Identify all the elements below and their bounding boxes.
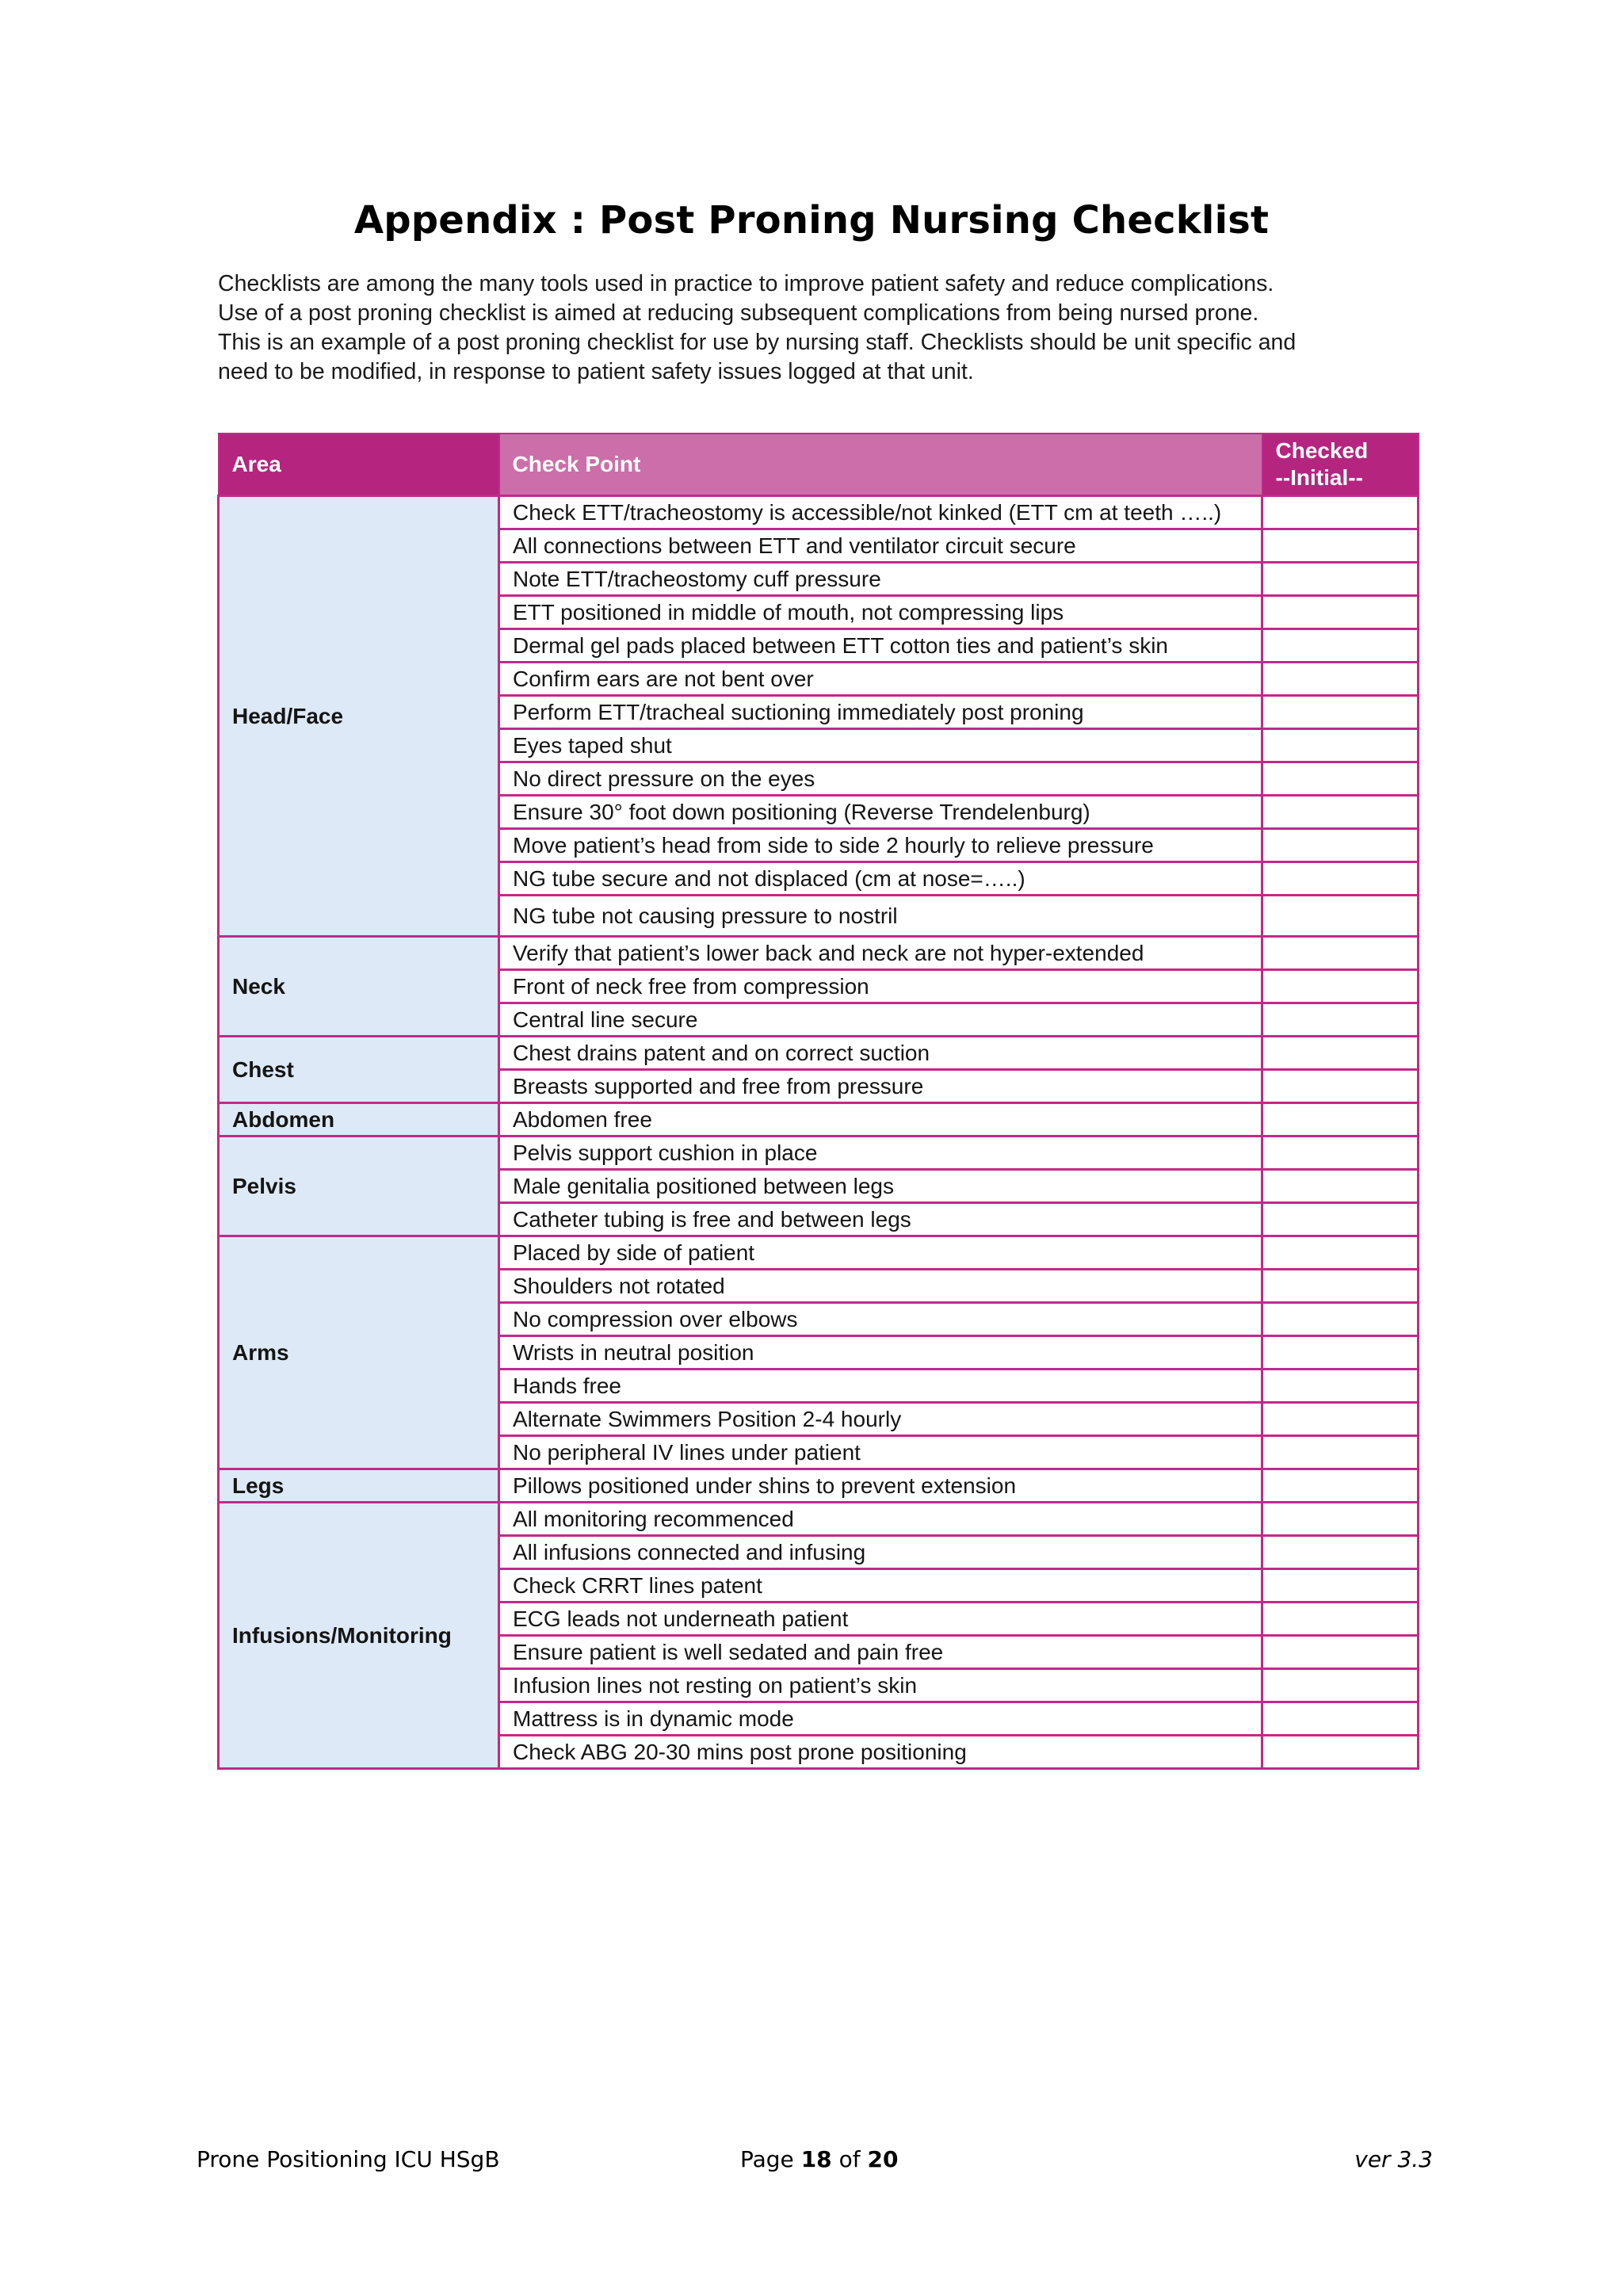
checked-initial-cell[interactable]: [1262, 1103, 1419, 1137]
checked-initial-cell[interactable]: [1262, 696, 1419, 729]
check-point-cell: Shoulders not rotated: [499, 1270, 1262, 1303]
check-point-cell: Verify that patient’s lower back and neck are not hyper-extended: [499, 937, 1262, 970]
area-cell: Arms: [219, 1236, 499, 1469]
footer-page-number: [740, 2146, 898, 2172]
checked-initial-cell[interactable]: [1262, 1603, 1419, 1636]
area-cell: Infusions/Monitoring: [219, 1503, 499, 1769]
check-point-cell: All infusions connected and infusing: [499, 1536, 1262, 1569]
checklist-row: [219, 496, 1419, 529]
check-point-cell: Check ETT/tracheostomy is accessible/not kinked (ETT cm at teeth …..): [499, 496, 1262, 529]
area-cell: Pelvis: [219, 1137, 499, 1236]
checked-initial-cell[interactable]: [1262, 1403, 1419, 1436]
check-point-cell: Alternate Swimmers Position 2-4 hourly: [499, 1403, 1262, 1436]
check-point-cell: Check ABG 20-30 mins post prone positioning: [499, 1736, 1262, 1769]
check-point-cell: All connections between ETT and ventilator circuit secure: [499, 529, 1262, 563]
checklist-table: [217, 433, 1419, 1770]
footer-of-label: of: [838, 2146, 861, 2172]
check-point-cell: Pelvis support cushion in place: [499, 1137, 1262, 1170]
check-point-cell: Pillows positioned under shins to prevent extension: [499, 1469, 1262, 1503]
check-point-cell: Hands free: [499, 1370, 1262, 1403]
checked-initial-cell[interactable]: [1262, 1003, 1419, 1037]
intro-paragraph: [218, 269, 1430, 387]
check-point-cell: Check CRRT lines patent: [499, 1569, 1262, 1603]
footer-page-label: Page: [740, 2146, 794, 2172]
checked-initial-cell[interactable]: [1262, 1370, 1419, 1403]
check-point-cell: Male genitalia positioned between legs: [499, 1170, 1262, 1203]
checked-initial-cell[interactable]: [1262, 937, 1419, 970]
intro-line: This is an example of a post proning checklist for use by nursing staff. Checklists should be unit specific and: [218, 330, 1296, 355]
checked-initial-cell[interactable]: [1262, 563, 1419, 596]
checked-initial-cell[interactable]: [1262, 529, 1419, 563]
check-point-cell: No compression over elbows: [499, 1303, 1262, 1336]
checked-initial-cell[interactable]: [1262, 1336, 1419, 1370]
checked-initial-cell[interactable]: [1262, 970, 1419, 1003]
checked-initial-cell[interactable]: [1262, 729, 1419, 762]
check-point-cell: Central line secure: [499, 1003, 1262, 1037]
checked-initial-cell[interactable]: [1262, 663, 1419, 696]
checked-initial-cell[interactable]: [1262, 862, 1419, 896]
check-point-cell: Abdomen free: [499, 1103, 1262, 1137]
check-point-cell: No direct pressure on the eyes: [499, 762, 1262, 796]
checklist-row: [219, 1236, 1419, 1270]
checked-initial-cell[interactable]: [1262, 1503, 1419, 1536]
footer-document-name: Prone Positioning ICU HSgB: [197, 2146, 500, 2172]
check-point-cell: Move patient’s head from side to side 2 hourly to relieve pressure: [499, 829, 1262, 862]
check-point-cell: Ensure 30° foot down positioning (Reverse Trendelenburg): [499, 796, 1262, 829]
checklist-row: [219, 1469, 1419, 1503]
checked-initial-cell[interactable]: [1262, 1203, 1419, 1236]
check-point-cell: ETT positioned in middle of mouth, not compressing lips: [499, 596, 1262, 629]
table-header-row: [219, 434, 1419, 496]
area-cell: Legs: [219, 1469, 499, 1503]
check-point-cell: No peripheral IV lines under patient: [499, 1436, 1262, 1469]
checklist-row: [219, 1137, 1419, 1170]
checked-initial-cell[interactable]: [1262, 496, 1419, 529]
intro-line: Checklists are among the many tools used in practice to improve patient safety and reduce complications.: [218, 271, 1274, 296]
check-point-cell: Eyes taped shut: [499, 729, 1262, 762]
checklist-body: [219, 496, 1419, 1769]
checked-initial-cell[interactable]: [1262, 1669, 1419, 1702]
page-title: Appendix : Post Proning Nursing Checklist: [353, 198, 1270, 243]
checked-initial-cell[interactable]: [1262, 1736, 1419, 1769]
checked-initial-cell[interactable]: [1262, 1137, 1419, 1170]
check-point-cell: Catheter tubing is free and between legs: [499, 1203, 1262, 1236]
area-cell: Neck: [219, 937, 499, 1037]
checked-initial-cell[interactable]: [1262, 1469, 1419, 1503]
checked-initial-cell[interactable]: [1262, 1636, 1419, 1669]
check-point-cell: NG tube not causing pressure to nostril: [499, 896, 1262, 937]
check-point-cell: Ensure patient is well sedated and pain free: [499, 1636, 1262, 1669]
footer-current-page: 18: [800, 2146, 832, 2172]
checked-initial-cell[interactable]: [1262, 1702, 1419, 1736]
check-point-cell: Wrists in neutral position: [499, 1336, 1262, 1370]
check-point-cell: Chest drains patent and on correct suction: [499, 1037, 1262, 1070]
page-footer: [197, 2146, 1433, 2178]
checked-initial-cell[interactable]: [1262, 1037, 1419, 1070]
check-point-cell: Dermal gel pads placed between ETT cotton ties and patient’s skin: [499, 629, 1262, 663]
checked-initial-cell[interactable]: [1262, 1236, 1419, 1270]
area-cell: Chest: [219, 1037, 499, 1103]
checklist-row: [219, 1037, 1419, 1070]
header-check-point: Check Point: [499, 434, 1262, 496]
footer-version: ver 3.3: [1354, 2146, 1433, 2172]
checked-initial-cell[interactable]: [1262, 829, 1419, 862]
checked-initial-cell[interactable]: [1262, 1436, 1419, 1469]
checked-initial-cell[interactable]: [1262, 1536, 1419, 1569]
intro-line: need to be modified, in response to patient safety issues logged at that unit.: [218, 359, 974, 384]
check-point-cell: NG tube secure and not displaced (cm at nose=…..): [499, 862, 1262, 896]
checklist-row: [219, 1103, 1419, 1137]
header-initial-label: --Initial--: [1275, 465, 1363, 490]
checked-initial-cell[interactable]: [1262, 629, 1419, 663]
checked-initial-cell[interactable]: [1262, 796, 1419, 829]
check-point-cell: Breasts supported and free from pressure: [499, 1070, 1262, 1103]
check-point-cell: Note ETT/tracheostomy cuff pressure: [499, 563, 1262, 596]
checked-initial-cell[interactable]: [1262, 596, 1419, 629]
checklist-row: [219, 937, 1419, 970]
check-point-cell: All monitoring recommenced: [499, 1503, 1262, 1536]
checked-initial-cell[interactable]: [1262, 1070, 1419, 1103]
check-point-cell: Confirm ears are not bent over: [499, 663, 1262, 696]
checklist-row: [219, 1503, 1419, 1536]
header-checked-label: Checked: [1275, 438, 1369, 463]
footer-total-pages: 20: [867, 2146, 899, 2172]
checked-initial-cell[interactable]: [1262, 1170, 1419, 1203]
area-cell: Head/Face: [219, 496, 499, 937]
header-area: Area: [219, 434, 499, 496]
check-point-cell: Perform ETT/tracheal suctioning immediately post proning: [499, 696, 1262, 729]
check-point-cell: ECG leads not underneath patient: [499, 1603, 1262, 1636]
check-point-cell: Mattress is in dynamic mode: [499, 1702, 1262, 1736]
intro-line: Use of a post proning checklist is aimed at reducing subsequent complications from being nursed prone.: [218, 300, 1259, 326]
check-point-cell: Infusion lines not resting on patient’s skin: [499, 1669, 1262, 1702]
area-cell: Abdomen: [219, 1103, 499, 1137]
check-point-cell: Front of neck free from compression: [499, 970, 1262, 1003]
check-point-cell: Placed by side of patient: [499, 1236, 1262, 1270]
header-checked: [1262, 434, 1419, 496]
checked-initial-cell[interactable]: [1262, 896, 1419, 937]
checked-initial-cell[interactable]: [1262, 1270, 1419, 1303]
checked-initial-cell[interactable]: [1262, 1569, 1419, 1603]
checked-initial-cell[interactable]: [1262, 762, 1419, 796]
checked-initial-cell[interactable]: [1262, 1303, 1419, 1336]
